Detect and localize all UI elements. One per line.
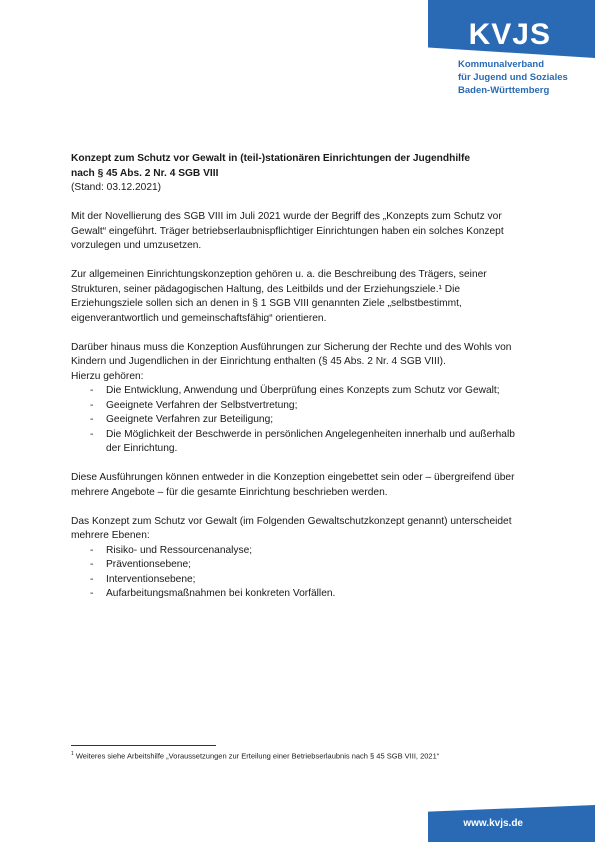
list-item: - Die Entwicklung, Anwendung und Überprüfung eines Konzepts zum Schutz vor Gewalt; [71, 384, 526, 399]
paragraph-1: Mit der Novellierung des SGB VIII im Juli 2021 wurde der Begriff des „Konzepts zum Schutz vor Gewalt“ eingeführt. Träger betriebserlaubnispflichtiger Einrichtungen haben ein solches Konzept vorzulegen und umzusetzen. [71, 211, 504, 251]
paragraph-3: Darüber hinaus muss die Konzeption Ausführungen zur Sicherung der Rechte und des Wohls von Kindern und Jugendlichen in der Einrichtung enthalten (§ 45 Abs. 2 Nr. 4 SGB VIII). [71, 341, 512, 367]
website-link[interactable]: www.kvjs.de [463, 818, 523, 829]
org-line-3: Baden-Württemberg [458, 85, 550, 96]
footnote-mark: 1 [71, 751, 74, 757]
list-item: - Risiko- und Ressourcenanalyse; [71, 544, 526, 559]
footnote-text: Weiteres siehe Arbeitshilfe „Voraussetzungen zur Erteilung einer Betriebserlaubnis nach § 45 SGB VIII, 2021“ [73, 751, 440, 761]
title-line-2: nach § 45 Abs. 2 Nr. 4 SGB VIII [71, 167, 219, 179]
logo-text: KVJS [468, 18, 551, 51]
list-item: - Geeignete Verfahren zur Beteiligung; [71, 413, 526, 428]
list-item: - Präventionsebene; [71, 558, 526, 573]
paragraph-5: Das Konzept zum Schutz vor Gewalt (im Folgenden Gewaltschutzkonzept genannt) unterscheidet mehrere Ebenen: [71, 515, 512, 541]
requirements-list [71, 384, 526, 457]
org-name [458, 58, 568, 97]
stand-date: (Stand: 03.12.2021) [71, 182, 162, 193]
document-body [71, 152, 526, 602]
levels-list [71, 544, 526, 602]
list-item: - Interventionsebene; [71, 573, 526, 588]
footnote-divider [71, 745, 216, 746]
paragraph-2: Zur allgemeinen Einrichtungskonzeption gehören u. a. die Beschreibung des Trägers, seiner Strukturen, seiner pädagogischen Haltung, des Leitbilds und der Erziehungsziele.¹ Die Erziehungsziele sollen sich an denen in § 1 SGB VIII genannten Ziele „selbstbestimmt, eigenverantwortlich und gemeinschaftsfähig“ orientieren. [71, 269, 487, 324]
list-item: - Geeignete Verfahren der Selbstvertretung; [71, 399, 526, 414]
org-line-1: Kommunalverband [458, 59, 545, 70]
paragraph-3-lead: Hierzu gehören: [71, 370, 144, 382]
title-line-1: Konzept zum Schutz vor Gewalt in (teil-)stationären Einrichtungen der Jugendhilfe [71, 153, 471, 164]
paragraph-4: Diese Ausführungen können entweder in die Konzeption eingebettet sein oder – übergreifend über mehrere Angebote – für die gesamte Einrichtung beschrieben werden. [71, 472, 515, 498]
document-title [71, 152, 526, 181]
org-line-2: für Jugend und Soziales [458, 72, 568, 83]
list-item: - Die Möglichkeit der Beschwerde in persönlichen Angelegenheiten innerhalb und außerhalb der Einrichtung. [71, 428, 526, 457]
footnote [71, 751, 439, 761]
list-item: - Aufarbeitungsmaßnahmen bei konkreten Vorfällen. [71, 587, 526, 602]
